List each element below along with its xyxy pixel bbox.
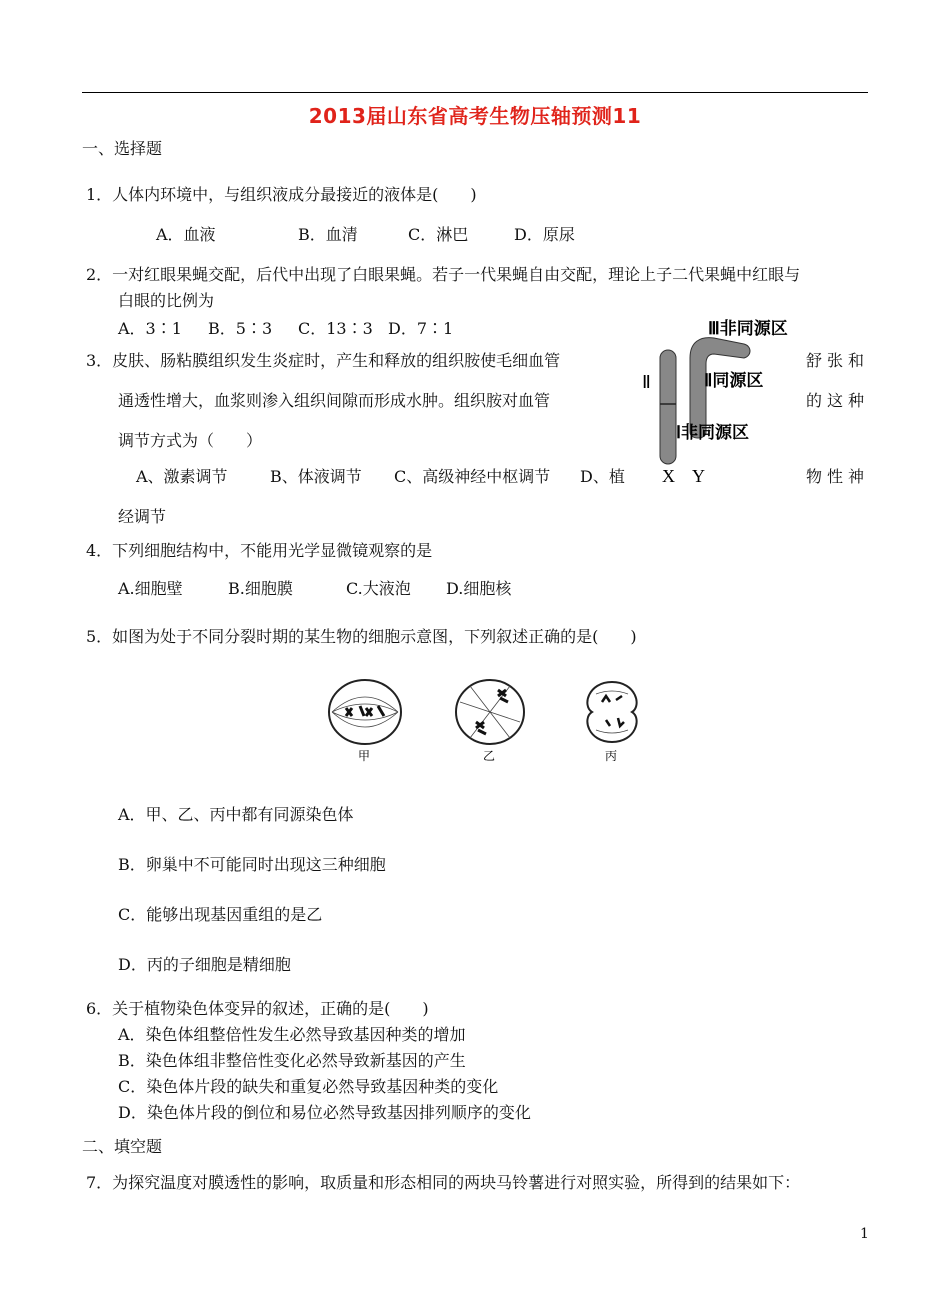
- x-chromosome: [660, 350, 676, 464]
- question-3-line1: 3．皮肤、肠粘膜组织发生炎症时，产生和释放的组织胺使毛细血管: [86, 351, 561, 370]
- question-3-line3: 调节方式为（ ）: [118, 431, 263, 450]
- question-3-line2-right: 的这种: [806, 391, 870, 410]
- header-rule: [82, 92, 868, 93]
- q1-option-a: A．血液: [156, 225, 216, 244]
- cell-yi: [456, 680, 524, 763]
- cell-jia: [329, 680, 401, 763]
- xy-chromosome-figure: [640, 310, 800, 490]
- q1-option-d: D．原尿: [514, 225, 575, 244]
- q5-option-d: D．丙的子细胞是精细胞: [118, 955, 291, 974]
- label-homologous-ii: Ⅱ同源区: [704, 371, 764, 390]
- q1-option-c: C．淋巴: [408, 225, 469, 244]
- question-3-line1-right: 舒张和: [806, 351, 870, 370]
- question-3-line5: 经调节: [118, 507, 167, 526]
- label-y: Y: [692, 466, 705, 486]
- section-fill-heading: 二、填空题: [82, 1137, 163, 1156]
- q3-option-d: D、植: [580, 467, 625, 486]
- question-1-stem: 1．人体内环境中，与组织液成分最接近的液体是( ): [86, 185, 477, 204]
- q5-option-b: B．卵巢中不可能同时出现这三种细胞: [118, 855, 386, 874]
- label-region-ii-left: Ⅱ: [642, 372, 651, 392]
- q6-option-d: D．染色体片段的倒位和易位必然导致基因排列顺序的变化: [118, 1103, 531, 1122]
- q4-option-c: C.大液泡: [346, 579, 411, 598]
- q2-option-a: A．3∶1: [118, 319, 182, 338]
- q6-option-b: B．染色体组非整倍性变化必然导致新基因的产生: [118, 1051, 466, 1070]
- question-2-stem-line1: 2．一对红眼果蝇交配，后代中出现了白眼果蝇。若子一代果蝇自由交配，理论上子二代果蝇中红眼与: [86, 265, 801, 284]
- q2-option-b: B．5∶3: [208, 319, 273, 338]
- page-title: 2013届山东省高考生物压轴预测11: [308, 104, 642, 128]
- question-3-line4-right: 物性神: [806, 467, 870, 486]
- cell-bing: [587, 682, 636, 763]
- q6-option-a: A．染色体组整倍性发生必然导致基因种类的增加: [118, 1025, 466, 1044]
- q1-option-b: B．血清: [298, 225, 358, 244]
- section-choice-heading: 一、选择题: [82, 139, 163, 158]
- cell-label-bing: 丙: [605, 749, 618, 763]
- q6-option-c: C．染色体片段的缺失和重复必然导致基因种类的变化: [118, 1077, 499, 1096]
- label-nonhomologous-iii: Ⅲ非同源区: [708, 319, 788, 338]
- cell-label-yi: 乙: [483, 749, 496, 763]
- q3-option-a: A、激素调节: [136, 467, 228, 486]
- q3-option-c: C、高级神经中枢调节: [394, 467, 551, 486]
- q4-option-d: D.细胞核: [446, 579, 512, 598]
- q4-option-b: B.细胞膜: [228, 579, 293, 598]
- q3-option-b: B、体液调节: [270, 467, 362, 486]
- cell-label-jia: 甲: [358, 749, 371, 763]
- q5-option-a: A．甲、乙、丙中都有同源染色体: [118, 805, 354, 824]
- question-2-stem-line2: 白眼的比例为: [118, 291, 215, 310]
- question-4-stem: 4．下列细胞结构中，不能用光学显微镜观察的是: [86, 541, 433, 560]
- page-number: 1: [860, 1226, 869, 1242]
- label-x: X: [662, 466, 675, 486]
- question-7-stem: 7．为探究温度对膜透性的影响，取质量和形态相同的两块马铃薯进行对照实验，所得到的结果如下：: [86, 1173, 801, 1192]
- label-nonhomologous-i: Ⅰ非同源区: [676, 423, 750, 442]
- question-5-stem: 5．如图为处于不同分裂时期的某生物的细胞示意图，下列叙述正确的是( ): [86, 627, 637, 646]
- q2-option-d: D．7∶1: [388, 319, 454, 338]
- q4-option-a: A.细胞壁: [118, 579, 183, 598]
- cell-division-figures: [320, 672, 660, 772]
- q5-option-c: C．能够出现基因重组的是乙: [118, 905, 323, 924]
- question-3-line2: 通透性增大，血浆则渗入组织间隙而形成水肿。组织胺对血管: [118, 391, 551, 410]
- question-6-stem: 6．关于植物染色体变异的叙述，正确的是( ): [86, 999, 429, 1018]
- q2-option-c: C．13∶3: [298, 319, 373, 338]
